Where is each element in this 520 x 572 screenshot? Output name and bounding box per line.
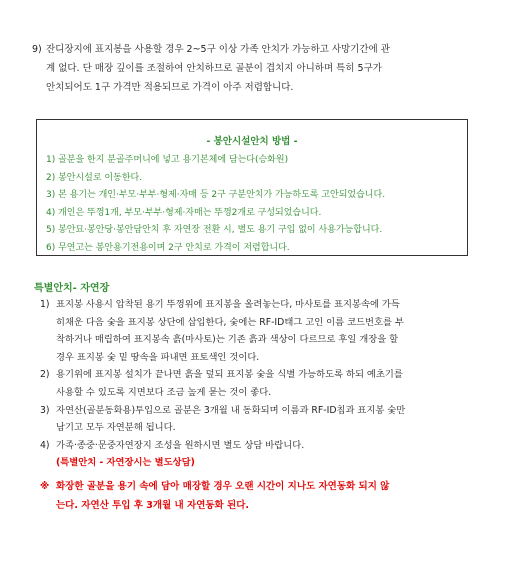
item-9-paragraph [32,40,482,97]
bongan-step-2: 2) 봉안시설로 이동한다. [46,172,143,183]
bongan-method-box [36,119,468,256]
item-9-line-3: 안치되어도 1구 가격만 적용되므로 가격이 아주 저렴합니다. [46,82,294,93]
special-item-2-line: 용기위에 표지봉 설치가 끝나면 흙을 덮되 표지봉 숯을 식별 가능하도록 하되 예초기를 [56,369,403,381]
special-item-1-number: 1) [40,299,50,310]
special-item-3-line: 남기고 모두 자연분해 됩니다. [56,422,176,434]
special-item-1 [40,296,480,366]
special-item-1-line: 표지봉 사용시 압착된 용기 뚜껑위에 표지봉을 올려놓는다, 마사토를 표지봉속에 가득 [56,299,400,310]
special-item-1-line: 히채운 다음 숯을 표지봉 상단에 삽입한다, 숯에는 RF-ID태그 고인 이름 코드번호를 부 [56,316,404,328]
bongan-method-title: - 봉안시설안치 방법 - [206,136,298,147]
reference-mark-icon: ※ [40,481,50,492]
special-item-4-number: 4) [40,439,50,451]
warning-line-2: 는다. 자연산 투입 후 3개월 내 자연동화 된다. [56,500,249,511]
item-9-number: 9) [32,44,42,55]
special-item-3-line: 자연산(골분동화용)투입으로 골분은 3개월 내 동화되며 이름과 RF-ID칩과 표지봉 숯만 [56,404,406,416]
special-item-4-line: 가족·종중·문중자연장지 조성을 원하시면 별도 상담 바랍니다. [56,439,305,451]
special-section-title: 특별안치- 자연장 [34,283,110,294]
bongan-step-3: 3) 본 용기는 개인·부모·부부·형제·자매 등 2구 구분안치가 가능하도록 고안되었습니다. [46,190,386,200]
special-item-3-number: 3) [40,404,50,416]
special-consult-note: (특별안치 - 자연장시는 별도상담) [56,457,195,469]
bongan-step-6: 6) 무연고는 봉안용기전용이며 2구 안치로 가격이 저렴합니다. [46,242,290,253]
special-item-1-line: 착하거나 매립하여 표지봉속 흙(마사토)는 기존 흙과 색상이 다르므로 후일 개장을 할 [56,334,399,346]
special-list [40,296,480,472]
special-item-2 [40,366,480,401]
special-item-4 [40,437,480,455]
warning-note [40,477,480,515]
special-item-3 [40,402,480,437]
bongan-step-4: 4) 개인은 뚜껑1개, 부모·부부·형제·자매는 뚜껑2개로 구성되었습니다. [46,207,322,218]
warning-line-1: 화장한 골분을 용기 속에 담아 매장할 경우 오랜 시간이 지나도 자연동화 되지 않 [56,481,390,492]
item-9-line-1: 잔디장지에 표지봉을 사용할 경우 2~5구 이상 가족 안치가 가능하고 사망기간에 관 [46,44,390,55]
special-item-1-line: 경우 표지봉 숯 밑 땅속을 파내면 표토색인 것이다. [56,351,260,363]
bongan-step-5: 5) 봉안묘·봉안당·봉안담안치 후 자연장 전환 시, 별도 용기 구입 없이 사용가능합니다. [46,225,383,235]
bongan-method-list [37,152,467,257]
special-item-2-line: 사용할 수 있도록 지면보다 조금 높게 묻는 것이 좋다. [56,386,272,398]
special-item-2-number: 2) [40,369,50,381]
item-9-line-2: 계 없다. 단 매장 깊이를 조절하여 안치하므로 골분이 겹치지 아니하며 특히 5구가 [46,63,382,74]
bongan-step-1: 1) 골분을 한지 분골주머니에 넣고 용기본체에 담는다(승화원) [46,155,289,165]
